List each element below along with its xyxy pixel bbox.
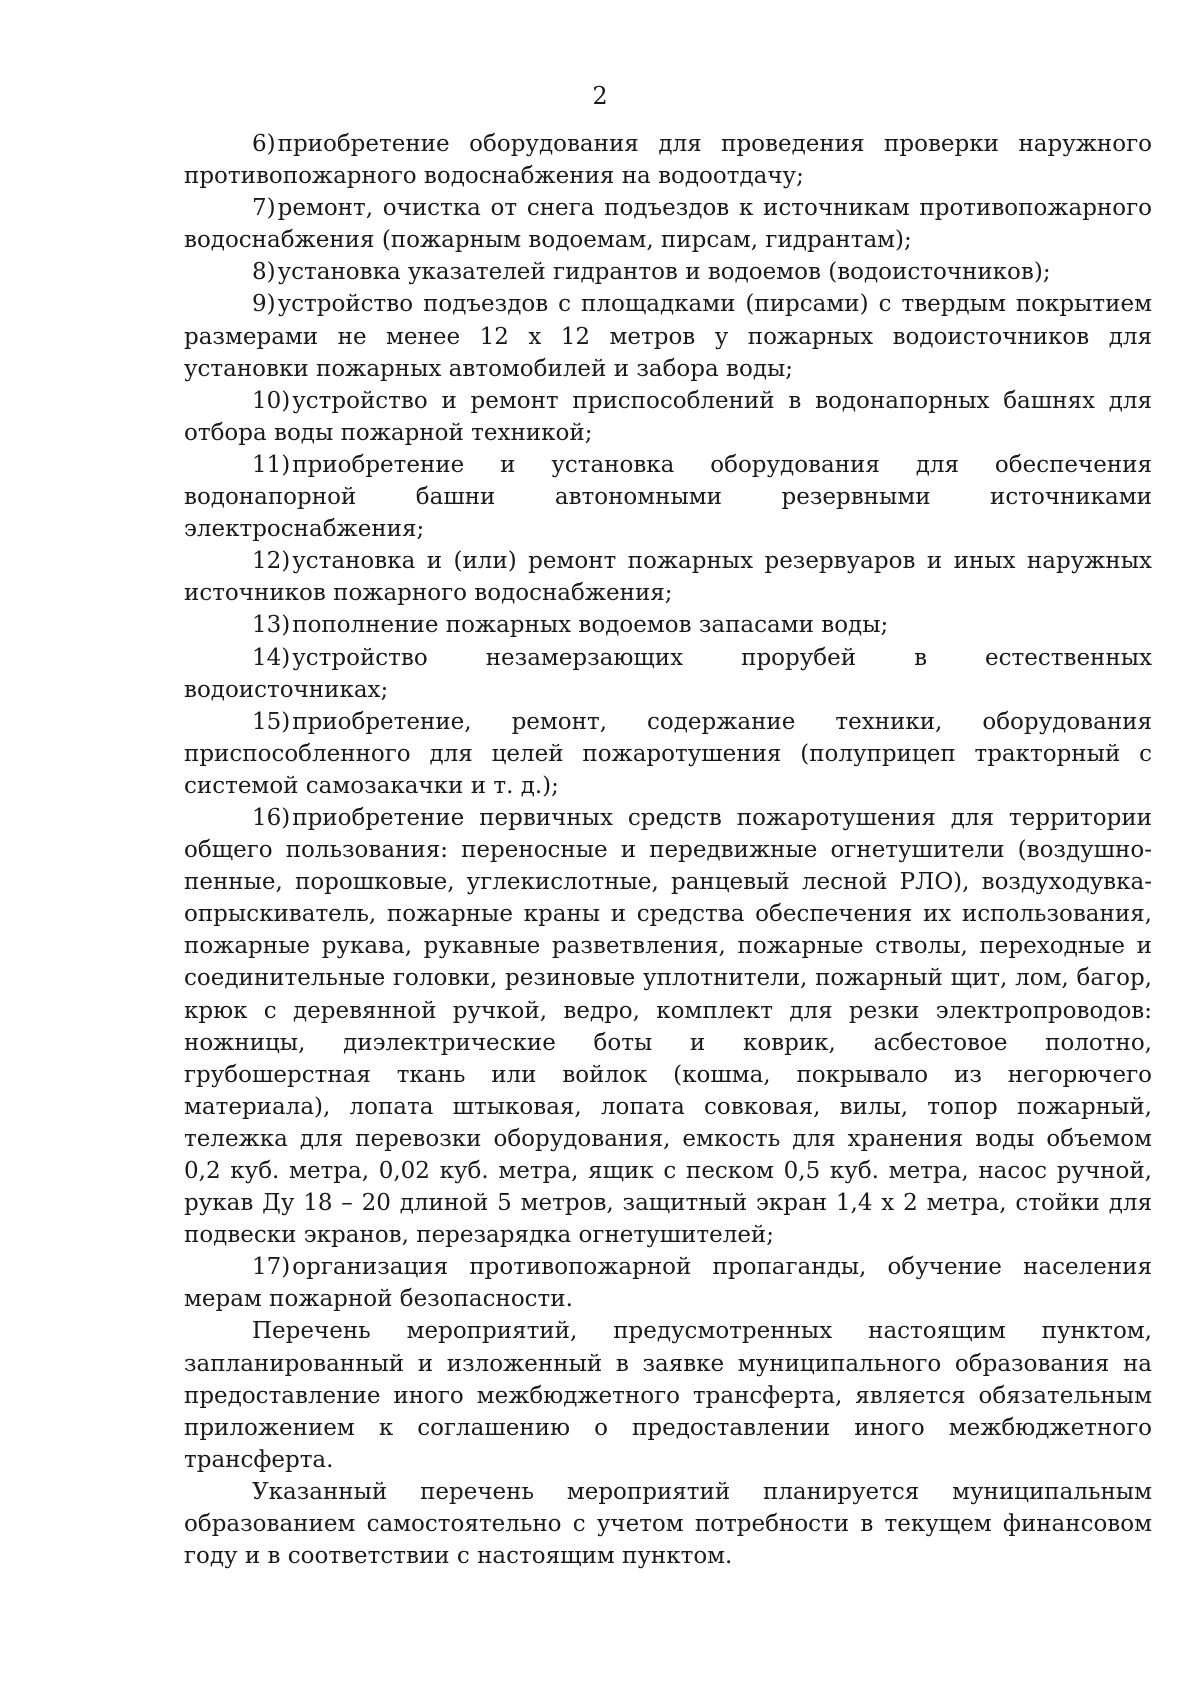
item-number: 14) bbox=[252, 644, 291, 671]
item-text: установка и (или) ремонт пожарных резервуаров и иных наружных источников пожарного водоснабжения; bbox=[184, 548, 1152, 607]
list-item bbox=[184, 449, 1152, 545]
item-number: 13) bbox=[252, 612, 291, 639]
item-text: устройство подъездов с площадками (пирсами) с твердым покрытием размерами не менее 12 х 12 метров у пожарных водоисточников для установки пожарных автомобилей и забора воды; bbox=[184, 291, 1152, 382]
item-text: ремонт, очистка от снега подъездов к источникам противопожарного водоснабжения (пожарным водоемам, пирсам, гидрантам); bbox=[184, 195, 1152, 254]
item-number: 12) bbox=[252, 548, 291, 575]
measures-list bbox=[184, 128, 1152, 1315]
item-text: приобретение оборудования для проведения проверки наружного противопожарного водоснабжения на водоотдачу; bbox=[184, 131, 1152, 190]
page-number: 2 bbox=[592, 82, 608, 110]
item-number: 9) bbox=[252, 291, 276, 318]
item-number: 15) bbox=[252, 708, 291, 735]
paragraph-list-planning: Указанный перечень мероприятий планируется муниципальным образованием самостоятельно с учетом потребности в текущем финансовом году и в соответствии с настоящим пунктом. bbox=[184, 1478, 1152, 1570]
item-text: приобретение и установка оборудования для обеспечения водонапорной башни автономными резервными источниками электроснабжения; bbox=[184, 451, 1152, 543]
item-text: приобретение первичных средств пожаротушения для территории общего пользования: переносные и передвижные огнетушители (воздушно-пенные, порошковые, углекислотные, ранцевый лесной РЛО), воздуходувка-опрыскиватель, пожарные краны и средства обеспечения их использования, пожарные рукава, рукавные разветвления, пожарные стволы, переходные и соединительные головки, резиновые уплотнители, пожарный щит, лом, багор, крюк с деревянной ручкой, ведро, комплект для резки электропроводов: ножницы, диэлектрические боты и коврик, асбестовое полотно, грубошерстная ткань или войлок (кошма, покрывало из негорючего материала), лопата штыковая, лопата совковая, вилы, топор пожарный, тележка для перевозки оборудования, емкость для хранения воды объемом 0,2 куб. метра, 0,02 куб. метра, ящик с песком 0,5 куб. метра, насос ручной, рукав Ду 18 – 20 длиной 5 метров, защитный экран 1,4 х 2 метра, стойки для подвески экранов, перезарядка огнетушителей; bbox=[184, 804, 1152, 1249]
list-item bbox=[184, 288, 1152, 384]
item-text: приобретение, ремонт, содержание техники, оборудования приспособленного для целей пожаротушения (полуприцеп тракторный с системой самозакачки и т. д.); bbox=[184, 708, 1152, 799]
item-number: 17) bbox=[252, 1254, 291, 1281]
list-item bbox=[184, 609, 1152, 641]
list-item bbox=[184, 642, 1152, 706]
item-number: 7) bbox=[252, 195, 276, 222]
item-text: устройство и ремонт приспособлений в водонапорных башнях для отбора воды пожарной техникой; bbox=[184, 387, 1152, 446]
item-number: 11) bbox=[252, 451, 291, 478]
list-item bbox=[184, 545, 1152, 609]
item-number: 6) bbox=[252, 131, 276, 157]
list-item bbox=[184, 385, 1152, 449]
item-number: 8) bbox=[252, 259, 276, 286]
item-number: 10) bbox=[252, 387, 291, 414]
item-text: организация противопожарной пропаганды, обучение населения мерам пожарной безопасности. bbox=[184, 1254, 1152, 1313]
item-text: установка указателей гидрантов и водоемов (водоисточников); bbox=[277, 259, 1051, 286]
paragraph-list-mandatory: Перечень мероприятий, предусмотренных настоящим пунктом, запланированный и изложенный в заявке муниципального образования на предоставление иного межбюджетного трансферта, является обязательным приложением к соглашению о предоставлении иного межбюджетного трансферта. bbox=[184, 1318, 1152, 1473]
list-item bbox=[184, 1251, 1152, 1315]
list-item bbox=[184, 802, 1152, 1251]
list-item bbox=[184, 128, 1152, 192]
item-number: 16) bbox=[252, 804, 291, 831]
list-item bbox=[184, 192, 1152, 256]
list-item bbox=[184, 256, 1152, 288]
item-text: пополнение пожарных водоемов запасами воды; bbox=[292, 612, 889, 639]
list-item bbox=[184, 706, 1152, 802]
item-text: устройство незамерзающих прорубей в естественных водоисточниках; bbox=[184, 644, 1152, 703]
document-body bbox=[184, 128, 1152, 1572]
